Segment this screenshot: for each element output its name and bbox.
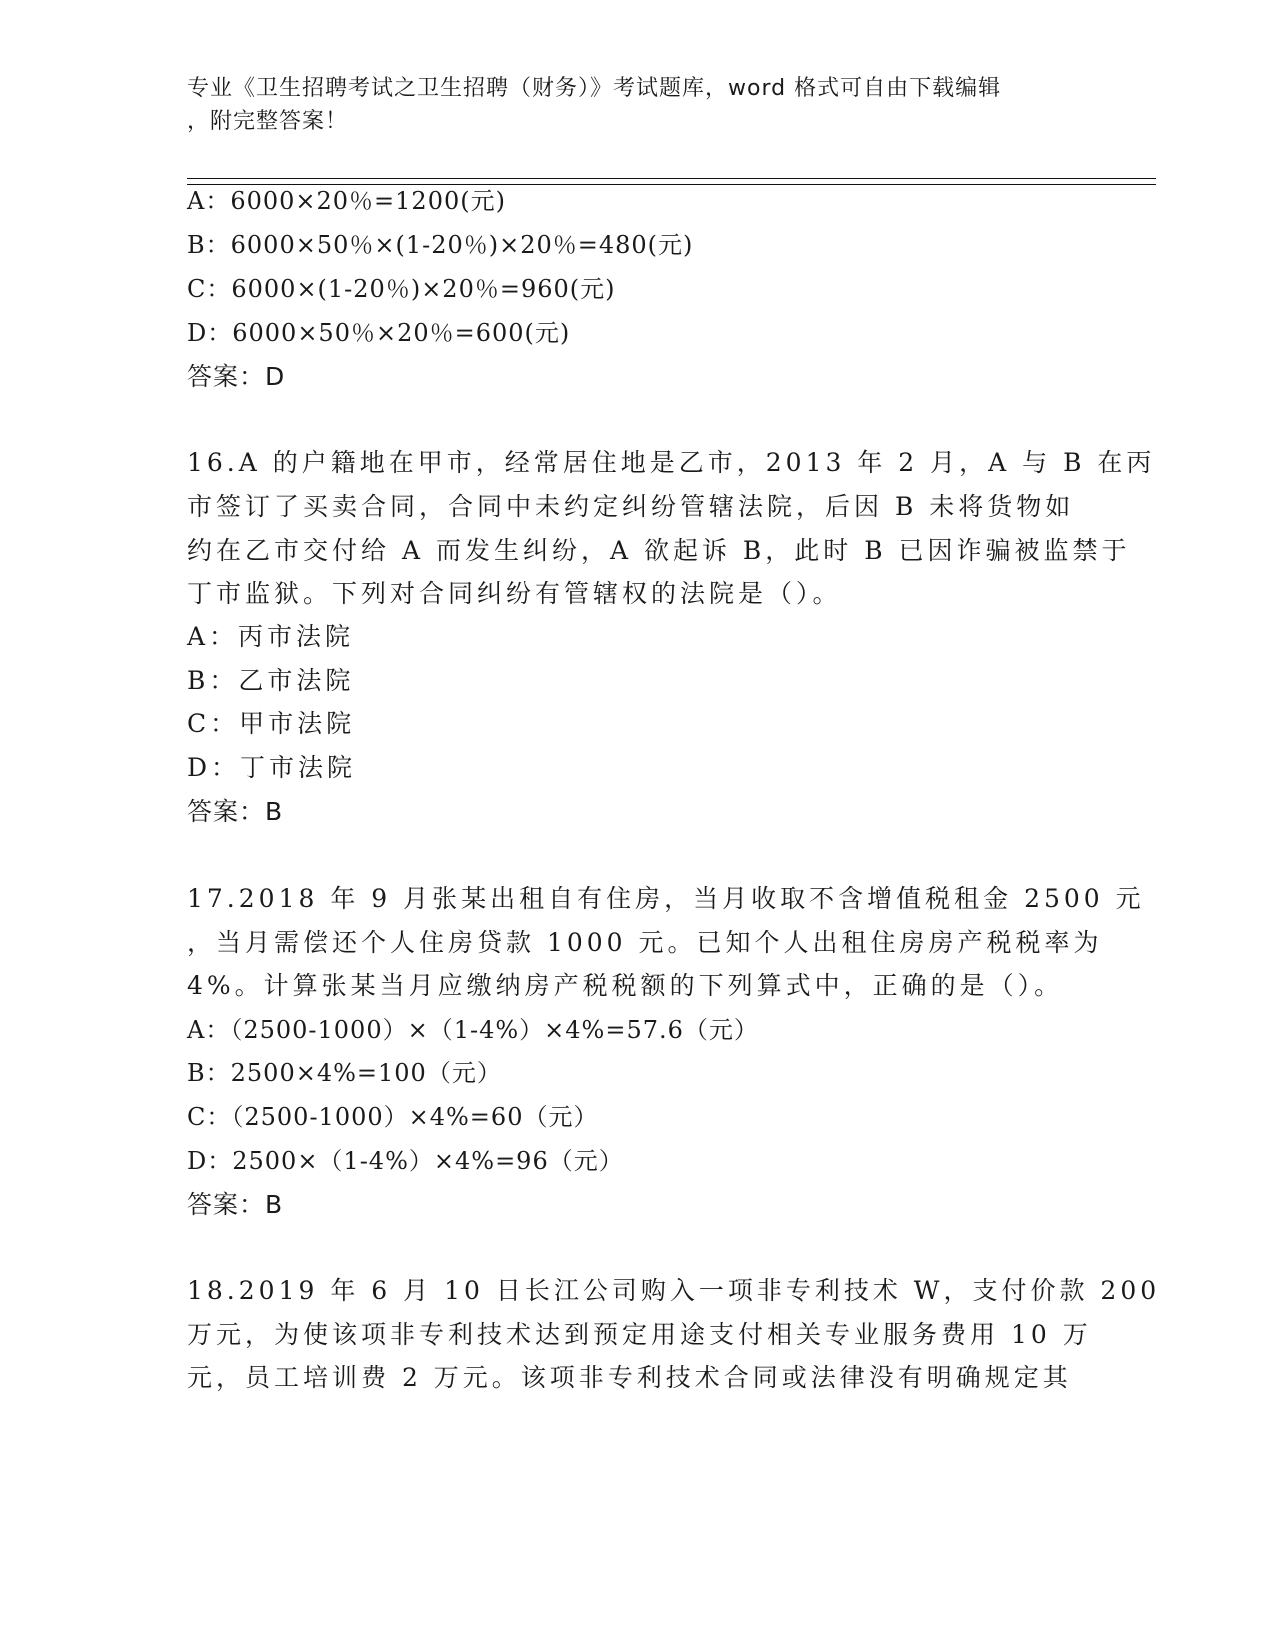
q16-stem-line-1: 16.A 的户籍地在甲市，经常居住地是乙市，2013 年 2 月，A 与 B 在丙 xyxy=(187,448,1156,477)
q17-option-c: C：（2500-1000）×4%=60（元） xyxy=(187,1103,599,1131)
q18-stem-line-1: 18.2019 年 6 月 10 日长江公司购入一项非专利技术 W，支付价款 200 xyxy=(187,1276,1161,1305)
q16-stem-line-3: 约在乙市交付给 A 而发生纠纷，A 欲起诉 B，此时 B 已因诈骗被监禁于 xyxy=(187,536,1131,565)
q16-option-b: B：乙市法院 xyxy=(187,666,355,695)
document-header xyxy=(187,72,1087,138)
q15-option-a: A：6000×20％=1200(元) xyxy=(187,187,506,215)
q16-option-d: D：丁市法院 xyxy=(187,753,357,782)
q17-option-b: B：2500×4%=100（元） xyxy=(187,1059,502,1087)
header-divider xyxy=(187,178,1156,185)
q15-option-b: B：6000×50％×(1-20％)×20％=480(元) xyxy=(187,231,694,259)
q17-option-d: D：2500×（1-4%）×4%=96（元） xyxy=(187,1147,624,1175)
header-line-1: 专业《卫生招聘考试之卫生招聘（财务）》考试题库，word 格式可自由下载编辑 xyxy=(187,76,1002,101)
header-line-2: ，附完整答案！ xyxy=(187,109,349,134)
q16-stem-line-4: 丁市监狱。下列对合同纠纷有管辖权的法院是（）。 xyxy=(187,579,842,608)
q16-stem-line-2: 市签订了买卖合同，合同中未约定纠纷管辖法院，后因 B 未将货物如 xyxy=(187,492,1075,521)
q17-stem-line-3: 4%。计算张某当月应缴纳房产税税额的下列算式中，正确的是（）。 xyxy=(187,971,1064,1000)
q17-answer: 答案：B xyxy=(187,1190,284,1219)
q18-stem-line-2: 万元，为使该项非专利技术达到预定用途支付相关专业服务费用 10 万 xyxy=(187,1320,1092,1349)
q17-stem-line-2: ，当月需偿还个人住房贷款 1000 元。已知个人出租住房房产税税率为 xyxy=(187,928,1103,957)
q16-option-a: A：丙市法院 xyxy=(187,622,355,651)
q15-answer: 答案：D xyxy=(187,362,286,391)
q16-option-c: C：甲市法院 xyxy=(187,709,356,738)
q16-answer: 答案：B xyxy=(187,797,284,826)
q17-option-a: A：（2500-1000）×（1-4%）×4%=57.6（元） xyxy=(187,1016,759,1044)
q15-option-c: C：6000×(1-20％)×20％=960(元) xyxy=(187,275,616,303)
q17-stem-line-1: 17.2018 年 9 月张某出租自有住房，当月收取不含增值税租金 2500 元 xyxy=(187,884,1145,913)
q15-option-d: D：6000×50％×20％=600(元) xyxy=(187,319,571,347)
q18-stem-line-3: 元，员工培训费 2 万元。该项非专利技术合同或法律没有明确规定其 xyxy=(187,1363,1072,1392)
